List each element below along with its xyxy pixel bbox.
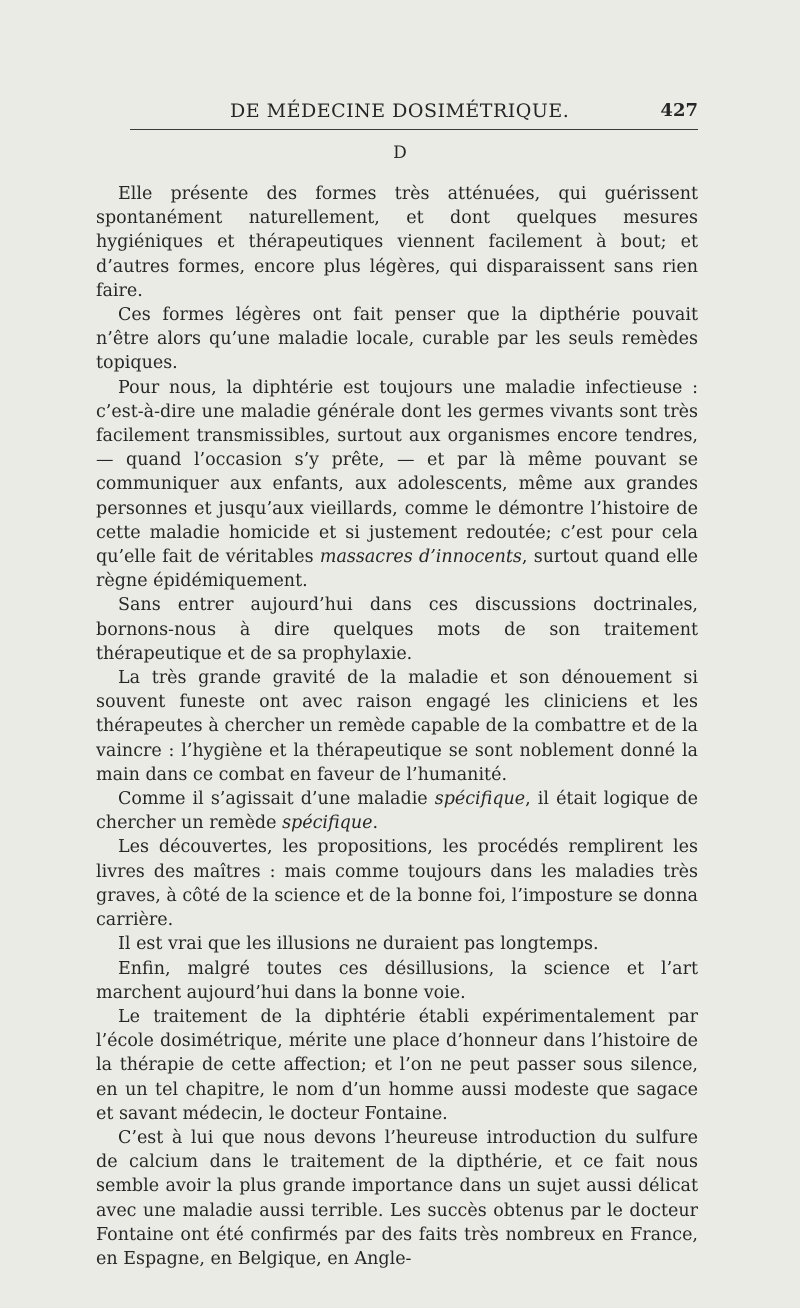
paragraph-text: , surtout quand elle règne épidémiquement. [96,547,698,592]
paragraph: Il est vrai que les illusions ne duraient pas longtemps. [118,934,599,955]
paragraph [96,376,698,594]
page-number: 427 [660,100,698,121]
paragraph: La très grande gravité de la maladie et son dénouement si souvent funeste ont avec raison engagé les cliniciens et les thérapeutes à chercher un remède capable de la combattre et de la vaincre : l’hygiène et la thérapeutique se sont noblement donné la main dans ce combat en faveur de l’humanité. [96,668,698,785]
paragraph-text: . [372,813,379,834]
header-rule [130,129,698,130]
paragraph-text: Comme il s’agissait d’une maladie [118,789,435,810]
running-title: DE MÉDECINE DOSIMÉTRIQUE. [230,100,570,122]
section-letter: D [393,143,407,163]
paragraph: Ces formes légères ont fait penser que la dipthérie pouvait n’être alors qu’une maladie locale, curable par les seuls remèdes topiques. [96,305,698,374]
paragraph: Elle présente des formes très atténuées, qui guérissent spontanément naturellement, et dont quelques mesures hygiéniques et thérapeutiques viennent facilement à bout; et d’autres formes, encore plus légères, qui disparaissent sans rien faire. [96,184,698,301]
paragraph-text: Pour nous, la diphtérie est toujours une maladie infectieuse : c’est-à-dire une maladie générale dont les germes vivants sont très facilement transmissibles, surtout aux organismes encore tendres, — quand l’occasion s’y prête, — et par là même pouvant se communiquer aux enfants, aux adolescents, même aux grandes personnes et jusqu’aux vieillards, comme le démontre l’histoire de cette maladie homicide et si justement redoutée; c’est pour cela qu’elle fait de véritables [96,377,698,568]
paragraph: Les découvertes, les propositions, les procédés remplirent les livres des maîtres : mais comme toujours dans les maladies très graves, à côté de la science et de la bonne foi, l’imposture se donna carrière. [96,837,698,931]
paragraph-text: , il était logique de chercher un remède [96,789,699,834]
running-header [130,92,698,132]
italic-phrase: massacres d’innocents [319,547,522,568]
paragraph: C’est à lui que nous devons l’heureuse introduction du sulfure de calcium dans le traitement de la dipthérie, et ce fait nous semble avoir la plus grande importance dans un sujet aussi délicat avec une maladie aussi terrible. Les succès obtenus par le docteur Fontaine ont été confirmés par des faits très nombreux en France, en Espagne, en Belgique, en Angle- [96,1127,698,1269]
body-text [96,182,698,1271]
paragraph [96,787,698,835]
paragraph: Enfin, malgré toutes ces désillusions, la science et l’art marchent aujourd’hui dans la bonne voie. [96,958,698,1003]
paragraph: Le traitement de la diphtérie établi expérimentalement par l’école dosimétrique, mérite une place d’honneur dans l’histoire de la thérapie de cette affection; et l’on ne peut passer sous silence, en un tel chapitre, le nom d’un homme aussi modeste que sagace et savant médecin, le docteur Fontaine. [96,1006,698,1124]
paragraph: Sans entrer aujourd’hui dans ces discussions doctrinales, bornons-nous à dire quelques mots de son traitement thérapeutique et de sa prophylaxie. [96,595,698,664]
italic-word: spécifique [282,813,373,834]
italic-word: spécifique [434,789,526,810]
